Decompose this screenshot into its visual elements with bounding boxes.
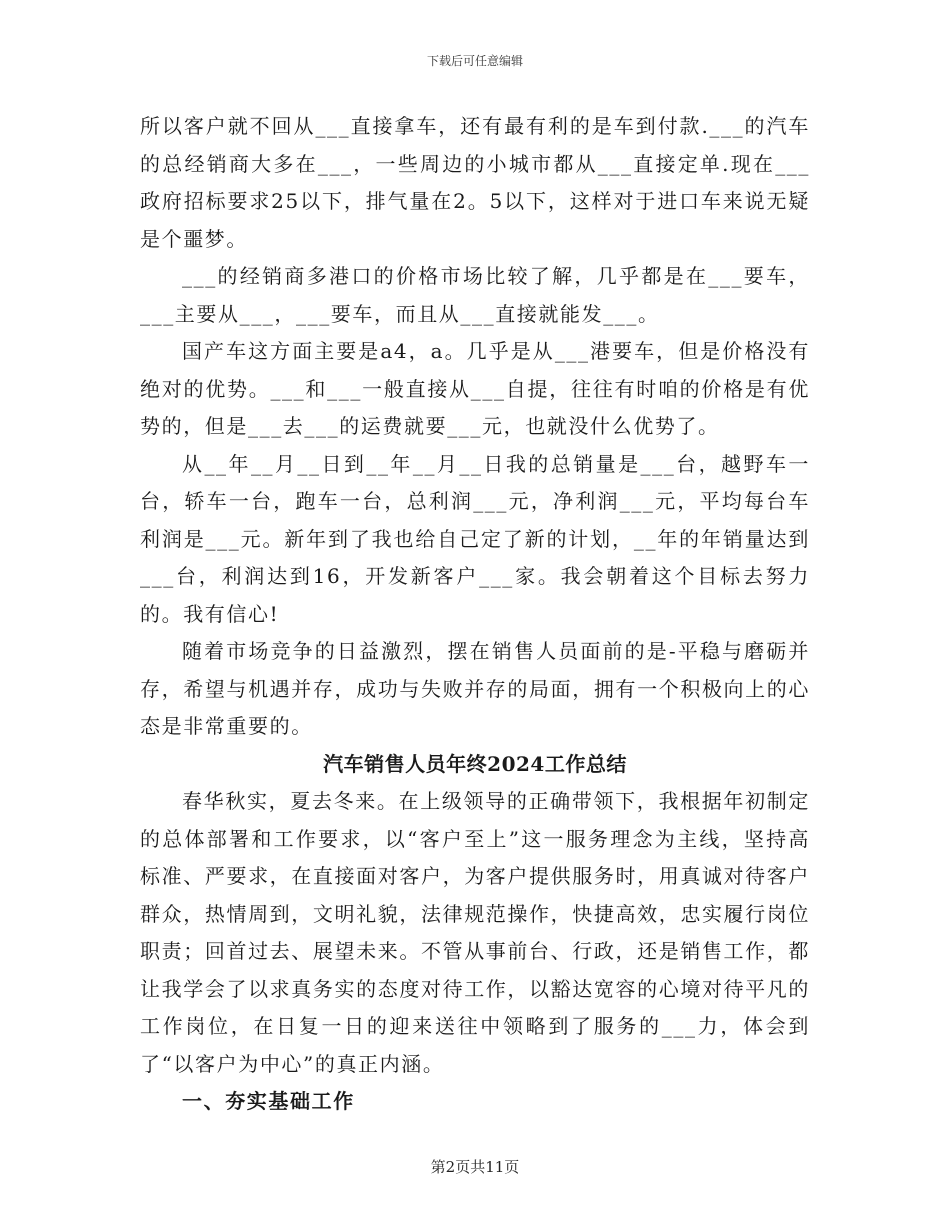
- section-title: 汽车销售人员年终2024工作总结: [323, 751, 627, 776]
- paragraph-sales-figures: 从__年__月__日到__年__月__日我的总销量是___台，越野车一台，轿车一台，跑车一台，总利润___元，净利润___元，平均每台车利润是___元。新年到了我也给自己定了新的计划，__年的年销量达到___台，利润达到16，开发新客户___家。我会朝着这个目标去努力的。我有信心!: [140, 451, 810, 626]
- subheading-basic-work: 一、夯实基础工作: [182, 1089, 355, 1113]
- paragraph-domestic-cars: 国产车这方面主要是a4，a。几乎是从___港要车，但是价格没有绝对的优势。___和___一般直接从___自提，往往有时咱的价格是有优势的，但是___去___的运费就要___元，也就没什么优势了。: [140, 339, 810, 438]
- paragraph-market-competition: 随着市场竞争的日益激烈，摆在销售人员面前的是-平稳与磨砺并存，希望与机遇并存，成功与失败并存的局面，拥有一个积极向上的心态是非常重要的。: [140, 639, 810, 738]
- paragraph-summary-intro: 春华秋实，夏去冬来。在上级领导的正确带领下，我根据年初制定的总体部署和工作要求，以“客户至上”这一服务理念为主线，坚持高标准、严要求，在直接面对客户，为客户提供服务时，用真诚对待客户群众，热情周到，文明礼貌，法律规范操作，快捷高效，忠实履行岗位职责；回首过去、展望未来。不管从事前台、行政，还是销售工作，都让我学会了以求真务实的态度对待工作，以豁达宽容的心境对待平凡的工作岗位，在日复一日的迎来送往中领略到了服务的___力，体会到了“以客户为中心”的真正内涵。: [140, 789, 810, 1076]
- document-body: [140, 108, 810, 1121]
- paragraph-dealers: ___的经销商多港口的价格市场比较了解，几乎都是在___要车，___主要从___，___要车，而且从___直接就能发___。: [140, 264, 810, 326]
- page-number: 第2页共11页: [430, 1158, 520, 1176]
- page-header: 下载后可任意编辑: [426, 54, 523, 68]
- paragraph-continuation: 所以客户就不回从___直接拿车，还有最有利的是车到付款.___的汽车的总经销商大多在___，一些周边的小城市都从___直接定单.现在___政府招标要求25以下，排气量在2。5以下，这样对于进口车来说无疑是个噩梦。: [140, 114, 810, 251]
